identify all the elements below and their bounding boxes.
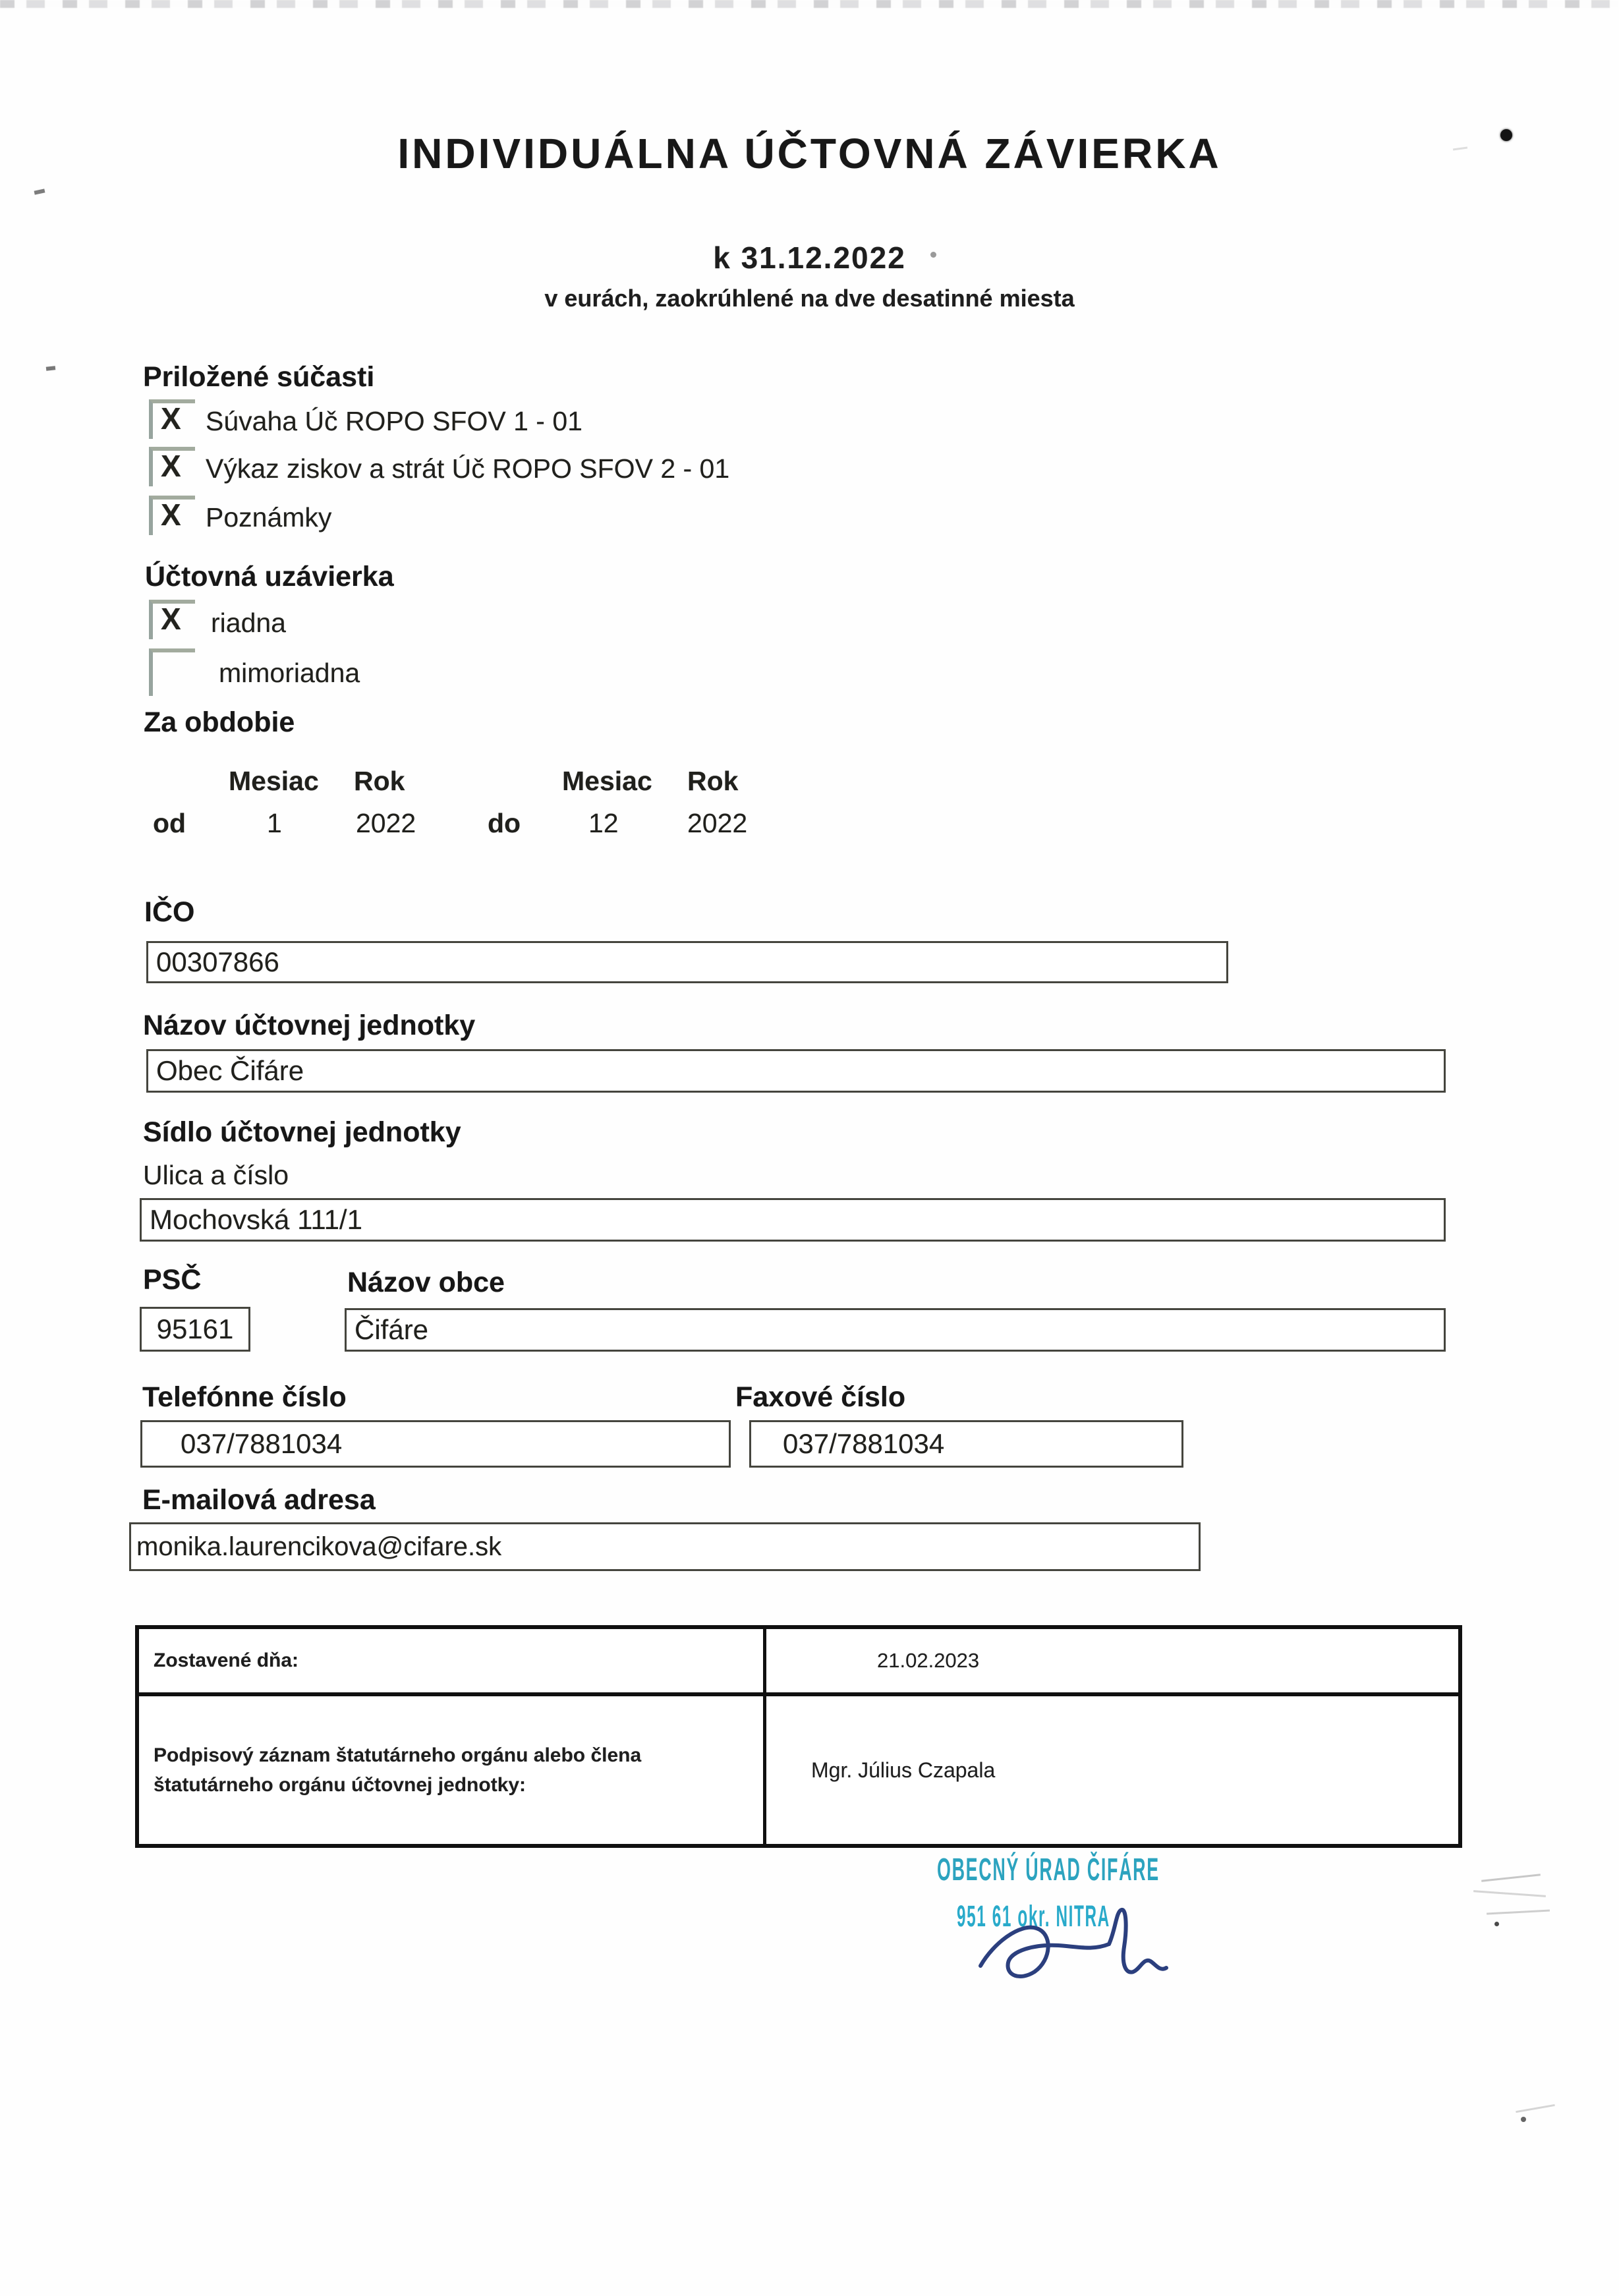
entity-name-label: Názov účtovnej jednotky	[143, 1010, 476, 1041]
ico-label: IČO	[144, 896, 195, 928]
scan-speck	[1494, 1922, 1499, 1926]
as-of-date: k 31.12.2022	[713, 241, 906, 275]
units-note: v eurách, zaokrúhlené na dve desatinné miesta	[544, 285, 1075, 312]
period-to-month: 12	[588, 808, 619, 838]
phone-field	[140, 1420, 731, 1468]
entity-name-value: Obec Čifáre	[156, 1055, 304, 1086]
street-value: Mochovská 111/1	[150, 1204, 362, 1235]
compiled-on-value: 21.02.2023	[877, 1649, 980, 1672]
period-to-label: do	[488, 808, 521, 838]
entity-name-field	[146, 1049, 1446, 1093]
attachment-item-label: Výkaz ziskov a strát Úč ROPO SFOV 2 - 01	[206, 453, 730, 484]
checkbox-checked-icon	[149, 600, 195, 639]
checkbox-x-mark: X	[161, 401, 181, 436]
seat-heading: Sídlo účtovnej jednotky	[143, 1116, 461, 1148]
period-year-header: Rok	[354, 766, 405, 796]
checkbox-checked-icon	[149, 447, 195, 486]
period-from-label: od	[153, 808, 186, 838]
scan-speck	[1521, 2117, 1526, 2122]
period-month-header: Mesiac	[229, 766, 319, 796]
stamp-line1: OBECNÝ ÚRAD ČIFÁRE	[937, 1852, 1160, 1887]
scan-speck	[34, 188, 45, 194]
scan-smudge	[1481, 1874, 1541, 1881]
scan-smudge	[1516, 2104, 1555, 2113]
ico-field	[146, 941, 1228, 983]
document-title: INDIVIDUÁLNA ÚČTOVNÁ ZÁVIERKA	[397, 130, 1222, 177]
scan-speck	[930, 252, 936, 258]
stamp-line2: 951 61 okr. NITRA	[957, 1899, 1110, 1933]
period-year-header: Rok	[687, 766, 739, 796]
town-value: Čifáre	[355, 1314, 429, 1345]
scan-artifact-top-edge	[0, 0, 1619, 8]
psc-field	[140, 1307, 250, 1352]
checkbox-checked-icon	[149, 399, 195, 439]
checkbox-x-mark: X	[161, 498, 181, 532]
scan-speck	[46, 366, 56, 370]
period-heading: Za obdobie	[144, 706, 295, 738]
checkbox-x-mark: X	[161, 602, 181, 636]
checkbox-empty-icon	[149, 648, 195, 696]
compiled-on-label: Zostavené dňa:	[154, 1650, 299, 1671]
closing-item-label: mimoriadna	[219, 658, 360, 688]
signatory-value: Mgr. Július Czapala	[811, 1758, 996, 1782]
email-value: monika.laurencikova@cifare.sk	[136, 1532, 502, 1561]
signatory-label: Podpisový záznam štatutárneho orgánu alebo člena štatutárneho orgánu účtovnej jednotky:	[154, 1744, 642, 1796]
psc-label: PSČ	[143, 1264, 202, 1296]
email-field	[129, 1522, 1201, 1571]
checkbox-x-mark: X	[161, 449, 181, 483]
attachment-item-label: Poznámky	[206, 502, 332, 532]
attachments-heading: Priložené súčasti	[143, 361, 375, 393]
email-label: E-mailová adresa	[142, 1484, 376, 1516]
signature-table	[135, 1625, 1462, 1848]
scan-smudge	[1473, 1890, 1546, 1897]
fax-field	[749, 1420, 1183, 1468]
closing-item-label: riadna	[211, 608, 286, 638]
fax-label: Faxové číslo	[735, 1381, 906, 1413]
scan-smudge	[1487, 1909, 1550, 1914]
phone-label: Telefónne číslo	[142, 1381, 347, 1413]
scan-ink-dot	[1500, 129, 1512, 141]
signature-scrawl	[974, 1903, 1172, 2009]
town-label: Názov obce	[347, 1267, 505, 1298]
street-label: Ulica a číslo	[143, 1160, 289, 1190]
psc-value: 95161	[156, 1313, 234, 1344]
phone-value: 037/7881034	[181, 1428, 343, 1459]
checkbox-checked-icon	[149, 496, 195, 535]
town-field	[345, 1308, 1446, 1352]
period-month-header: Mesiac	[562, 766, 652, 796]
fax-value: 037/7881034	[783, 1428, 945, 1459]
period-from-year: 2022	[356, 808, 416, 838]
closing-heading: Účtovná uzávierka	[145, 561, 394, 592]
attachment-item-label: Súvaha Úč ROPO SFOV 1 - 01	[206, 406, 582, 436]
ico-value: 00307866	[156, 946, 279, 977]
street-field	[140, 1198, 1446, 1242]
period-to-year: 2022	[687, 808, 748, 838]
period-from-month: 1	[267, 808, 282, 838]
